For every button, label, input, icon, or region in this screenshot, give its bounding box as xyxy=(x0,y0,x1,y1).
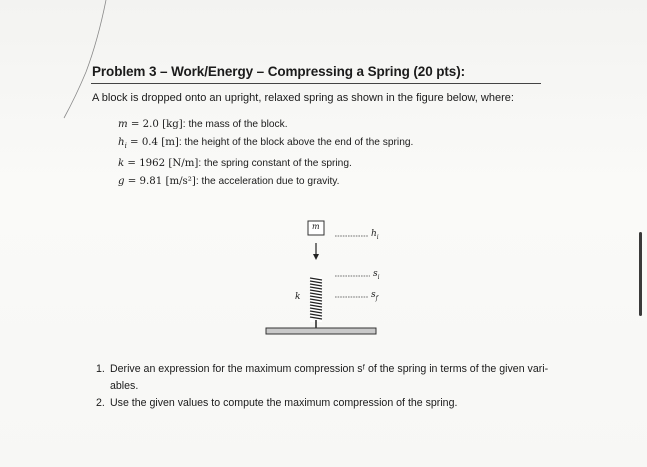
definition-gravity: g = 9.81 [m/s²]: the acceleration due to gravity. xyxy=(118,175,340,187)
level-label-sf: $s_f$ xyxy=(371,290,378,302)
vertical-scrollbar[interactable] xyxy=(639,232,642,316)
block-label: m xyxy=(312,222,320,231)
problem-intro: A block is dropped onto an upright, relaxed spring as shown in the figure below, where: xyxy=(92,92,514,104)
def-desc: : the mass of the block. xyxy=(182,119,288,130)
title-underline xyxy=(91,83,541,84)
definition-height: $h_i = 0.4$ [m]: the height of the block above the end of the spring. xyxy=(118,136,414,150)
question-2: 2. Use the given values to compute the maximum compression of the spring. xyxy=(96,396,458,409)
question-1-text: Derive an expression for the maximum compression sᶠ of the spring in terms of the given vari-ables. xyxy=(110,363,549,392)
spring-diagram xyxy=(250,210,420,340)
level-label-si: $s_i$ xyxy=(373,269,380,281)
spring-coil xyxy=(310,277,322,322)
drop-arrow-head xyxy=(313,254,319,260)
def-symbol: m xyxy=(118,119,128,130)
definitions-list xyxy=(118,116,413,190)
level-label-hi: $h_i$ xyxy=(371,229,379,241)
definition-mass: m = 2.0 [kg]: the mass of the block. xyxy=(118,119,288,130)
def-unit: [kg] xyxy=(162,119,183,130)
questions-list xyxy=(96,361,576,411)
question-2-text: Use the given values to compute the maximum compression of the spring. xyxy=(110,396,458,409)
definition-spring-constant: k = 1962 [N/m]: the spring constant of the spring. xyxy=(118,158,352,170)
spring-figure xyxy=(250,210,420,340)
question-1: 1. Derive an expression for the maximum compression sᶠ of the spring in terms of the given vari-ables. xyxy=(96,363,549,392)
spring-label: k xyxy=(295,292,301,302)
ground-plate xyxy=(266,328,376,334)
problem-title: Problem 3 – Work/Energy – Compressing a Spring (20 pts): xyxy=(92,64,465,79)
